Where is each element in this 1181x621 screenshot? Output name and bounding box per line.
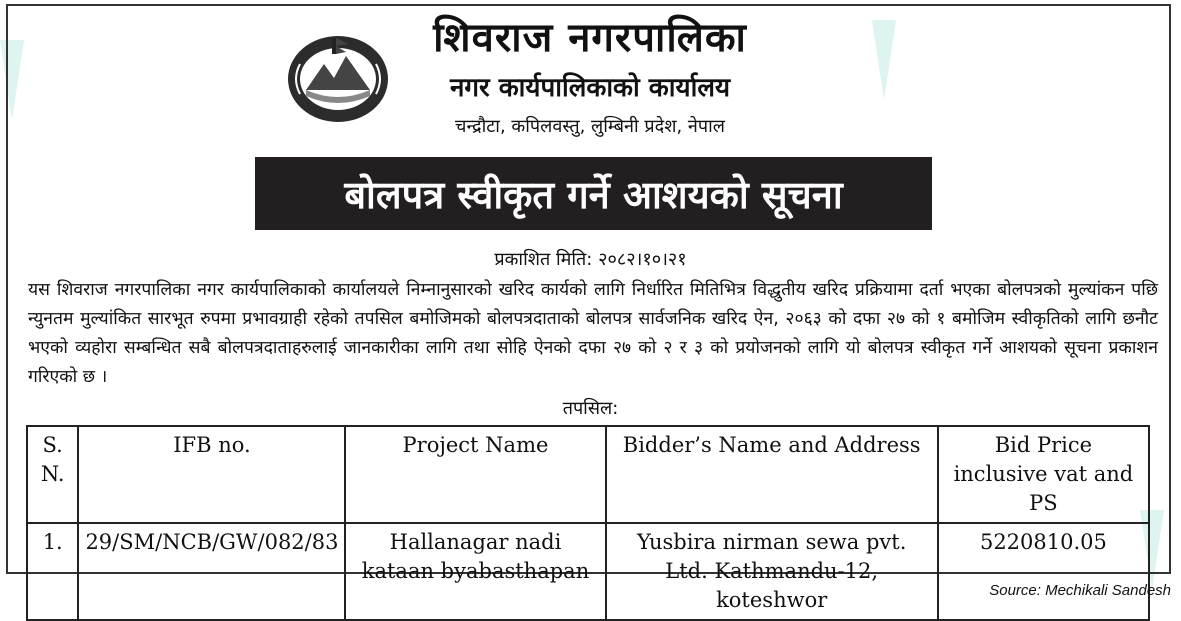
source-credit: Source: Mechikali Sandesh: [989, 582, 1171, 599]
details-label: तपसिल:: [562, 398, 619, 419]
office-address: चन्द्रौटा, कपिलवस्तु, लुम्बिनी प्रदेश, नेपाल: [455, 116, 725, 137]
table-header-row: [27, 426, 1149, 523]
cell-project-name: Hallanagar nadi kataan byabasthapan: [345, 523, 605, 620]
cell-ifb-no: 29/SM/NCB/GW/082/83: [78, 523, 345, 620]
header-bidder: Bidder’s Name and Address: [606, 426, 938, 523]
office-title: नगर कार्यपालिकाको कार्यालय: [449, 73, 731, 103]
header-bid-price: Bid Price inclusive vat and PS: [938, 426, 1149, 523]
notice-banner: [255, 157, 932, 230]
publication-date-line: [0, 247, 1181, 271]
notice-body: यस शिवराज नगरपालिका नगर कार्यपालिकाको कार्यालयले निम्नानुसारको खरिद कार्यको लागि निर्धारित मितिभित्र विद्धुतीय खरिद प्रक्रियामा दर्ता भएका बोलपत्रको मुल्यांकन पछि न्युनतम मुल्यांकित सारभूत रुपमा प्रभावग्राही रहेको तपसिल बमोजिमको बोलपत्रदाताको बोलपत्र सार्वजनिक खरिद ऐन, २०६३ को दफा २७ को १ बमोजिम स्वीकृतिको लागि छनौट भएको व्यहोरा सम्बन्धित सबै बोलपत्रदाताहरुलाई जानकारीका लागि तथा सोहि ऐनको दफा २७ को २ र ३ को प्रयोजनको लागि यो बोलपत्र स्वीकृत गर्ने आशयको सूचना प्रकाशन गरिएको छ ।: [28, 280, 1158, 387]
header-project-name: Project Name: [345, 426, 605, 523]
cell-sn: 1.: [27, 523, 78, 620]
notice-title: बोलपत्र स्वीकृत गर्ने आशयको सूचना: [344, 172, 843, 217]
publication-date: २०८२।१०।२१: [598, 249, 687, 270]
table-row: [27, 523, 1149, 620]
header-sn: S. N.: [27, 426, 78, 523]
municipality-emblem-icon: [286, 34, 390, 124]
bid-table: [26, 425, 1150, 621]
cell-bidder: Yusbira nirman sewa pvt. Ltd. Kathmandu-12, koteshwor: [606, 523, 938, 620]
cell-bid-price: 5220810.05: [938, 523, 1149, 620]
municipality-title: शिवराज नगरपालिका: [433, 15, 747, 61]
publication-label: प्रकाशित मिति:: [494, 249, 593, 270]
header-ifb-no: IFB no.: [78, 426, 345, 523]
